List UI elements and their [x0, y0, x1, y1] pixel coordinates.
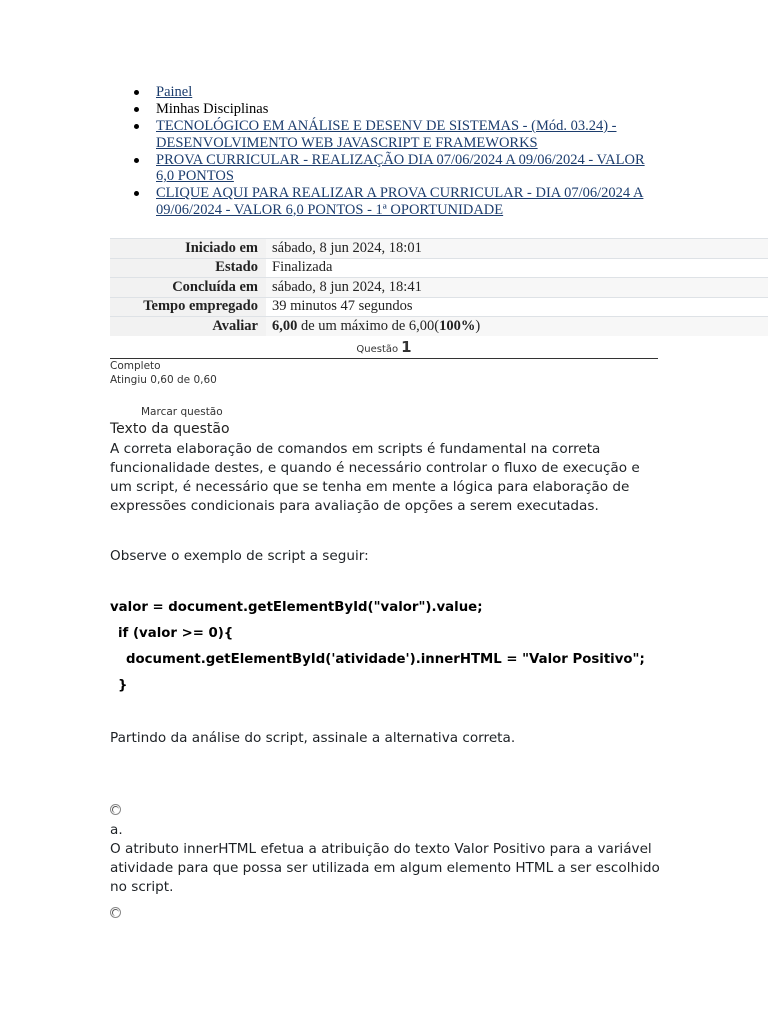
code-line-1: valor = document.getElementById("valor").value;: [110, 600, 483, 615]
summary-value-completed: sábado, 8 jun 2024, 18:41: [266, 278, 768, 298]
option-b-radio[interactable]: [110, 907, 121, 918]
summary-row-grade: [110, 317, 768, 336]
grade-max-text: de um máximo de 6,00(: [297, 317, 440, 334]
question-number: 1: [401, 338, 412, 356]
question-header: [110, 338, 658, 359]
question-observe: Observe o exemplo de script a seguir:: [110, 548, 369, 564]
breadcrumb-item-painel[interactable]: [132, 84, 652, 101]
code-line-3: document.getElementById('atividade').innerHTML = "Valor Positivo";: [126, 652, 645, 667]
summary-value-state: Finalizada: [266, 258, 768, 278]
breadcrumb-item-attempt[interactable]: [132, 185, 652, 218]
breadcrumb-link-exam[interactable]: PROVA CURRICULAR - REALIZAÇÃO DIA 07/06/2024 A 09/06/2024 - VALOR 6,0 PONTOS: [156, 151, 645, 184]
summary-label-completed: Concluída em: [110, 278, 266, 298]
option-a-letter: a.: [110, 822, 123, 838]
summary-label-time: Tempo empregado: [110, 297, 266, 317]
breadcrumb-item-minhas-disciplinas: [132, 101, 652, 118]
summary-value-time: 39 minutos 47 segundos: [266, 297, 768, 317]
option-a-radio[interactable]: [110, 804, 121, 815]
attempt-summary-table: [110, 238, 768, 336]
breadcrumb: [132, 84, 652, 219]
breadcrumb-link-course[interactable]: TECNOLÓGICO EM ANÁLISE E DESENV DE SISTEMAS - (Mód. 03.24) - DESENVOLVIMENTO WEB JAVASCRIPT E FRAMEWORKS: [156, 118, 617, 151]
summary-value-started: sábado, 8 jun 2024, 18:01: [266, 239, 768, 259]
breadcrumb-link-attempt[interactable]: CLIQUE AQUI PARA REALIZAR A PROVA CURRICULAR - DIA 07/06/2024 A 09/06/2024 - VALOR 6,0 PONTOS - 1ª OPORTUNIDADE: [156, 185, 644, 218]
code-line-4: }: [118, 678, 128, 693]
summary-label-started: Iniciado em: [110, 239, 266, 259]
grade-close-paren: ): [475, 317, 481, 334]
breadcrumb-text-minhas-disciplinas: Minhas Disciplinas: [156, 101, 269, 117]
question-label: Questão: [356, 344, 399, 355]
flag-question-link[interactable]: Marcar questão: [141, 406, 223, 418]
summary-label-state: Estado: [110, 258, 266, 278]
breadcrumb-item-course[interactable]: [132, 118, 652, 151]
summary-row-started: [110, 239, 768, 259]
breadcrumb-item-exam[interactable]: [132, 152, 652, 185]
grade-percent: 100%: [439, 317, 476, 334]
summary-row-completed: [110, 278, 768, 298]
question-mark: Atingiu 0,60 de 0,60: [110, 374, 217, 386]
summary-label-grade: Avaliar: [110, 317, 266, 336]
question-intro: A correta elaboração de comandos em scripts é fundamental na correta funcionalidade destes, e quando é necessário controlar o fluxo de execução e um script, é necessário que se tenha em mente a lógica para elaboração de expressões condicionais para avaliação de opções a serem executadas.: [110, 441, 640, 514]
summary-row-time: [110, 297, 768, 317]
breadcrumb-link-painel[interactable]: Painel: [156, 84, 193, 100]
question-prompt: Partindo da análise do script, assinale a alternativa correta.: [110, 730, 516, 746]
code-line-2: if (valor >= 0){: [118, 626, 234, 641]
grade-score: 6,00: [272, 317, 298, 334]
question-status: Completo: [110, 360, 161, 372]
question-text-title: Texto da questão: [110, 421, 230, 437]
option-a-text[interactable]: O atributo innerHTML efetua a atribuição do texto Valor Positivo para a variável atividade para que possa ser utilizada em algum elemento HTML a ser escolhido no script.: [110, 841, 660, 895]
summary-row-state: [110, 258, 768, 278]
summary-value-grade: [266, 317, 768, 336]
